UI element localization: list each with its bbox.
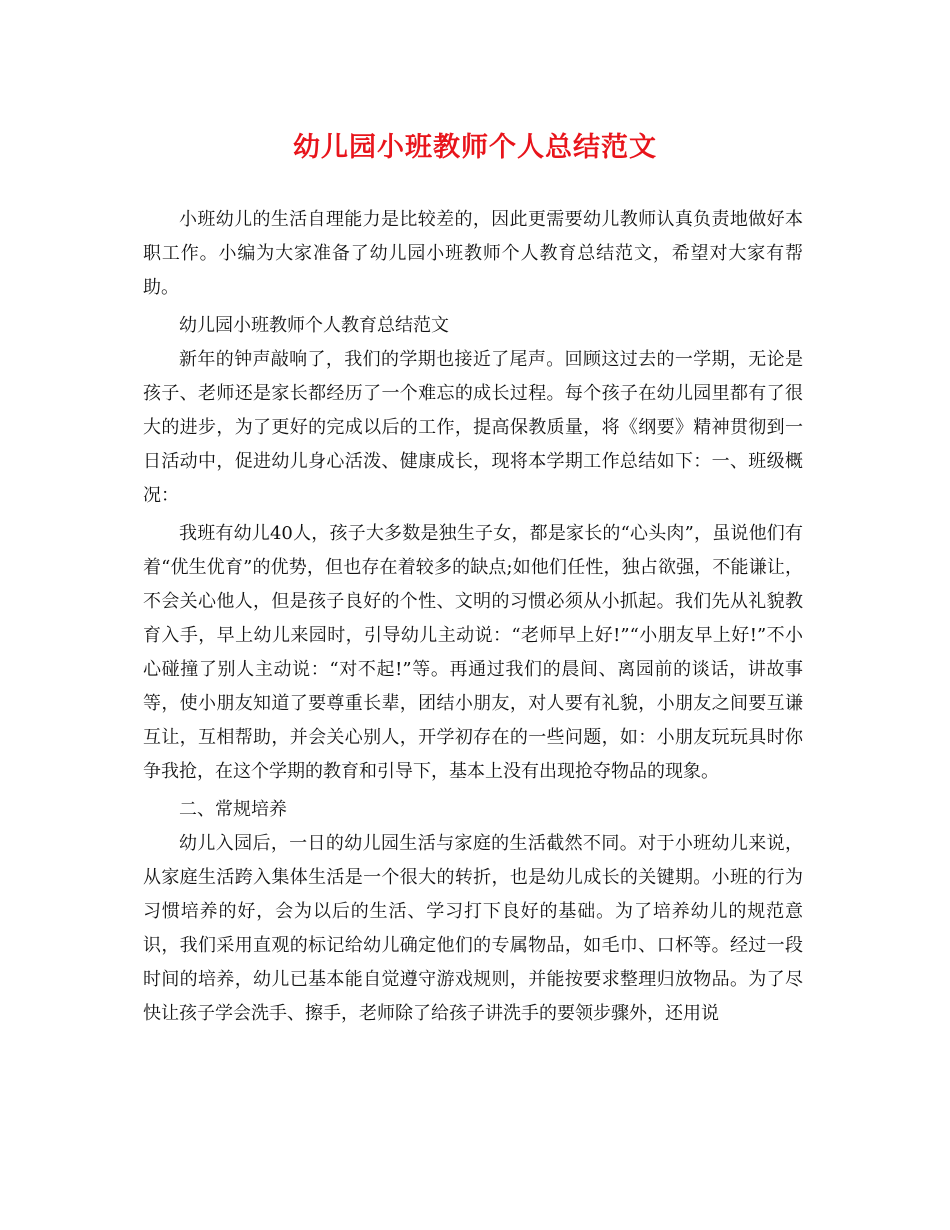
section-heading: 二、常规培养 — [179, 799, 287, 820]
document-title: 幼儿园小班教师个人总结范文 — [293, 132, 657, 163]
body-paragraph-3: 幼儿入园后，一日的幼儿园生活与家庭的生活截然不同。对于小班幼儿来说，从家庭生活跨入集体生活是一个很大的转折，也是幼儿成长的关键期。小班的行为习惯培养的好，会为以后的生活、学习打下良好的基础。为了培养幼儿的规范意识，我们采用直观的标记给幼儿确定他们的专属物品，如毛巾、口杯等。经过一段时间的培养，幼儿已基本能自觉遵守游戏规则，并能按要求整理归放物品。为了尽快让孩子学会洗手、擦手，老师除了给孩子讲洗手的要领步骤外，还用说 — [143, 833, 803, 1024]
intro-paragraph: 小班幼儿的生活自理能力是比较差的，因此更需要幼儿教师认真负责地做好本职工作。小编为大家准备了幼儿园小班教师个人教育总结范文，希望对大家有帮助。 — [143, 209, 803, 298]
document-body — [143, 203, 803, 1031]
subtitle-paragraph: 幼儿园小班教师个人教育总结范文 — [179, 315, 449, 336]
body-paragraph-1: 新年的钟声敲响了，我们的学期也接近了尾声。回顾这过去的一学期，无论是孩子、老师还是家长都经历了一个难忘的成长过程。每个孩子在幼儿园里都有了很大的进步，为了更好的完成以后的工作，提高保教质量，将《纲要》精神贯彻到一日活动中，促进幼儿身心活泼、健康成长，现将本学期工作总结如下：一、班级概况： — [143, 349, 803, 506]
body-paragraph-2: 我班有幼儿40人，孩子大多数是独生子女，都是家长的“心头肉”，虽说他们有着“优生优育”的优势，但也存在着较多的缺点;如他们任性，独占欲强，不能谦让，不会关心他人，但是孩子良好的个性、文明的习惯必须从小抓起。我们先从礼貌教育入手，早上幼儿来园时，引导幼儿主动说：“老师早上好!”“小朋友早上好!”不小心碰撞了别人主动说：“对不起!”等。再通过我们的晨间、离园前的谈话，讲故事等，使小朋友知道了要尊重长辈，团结小朋友，对人要有礼貌，小朋友之间要互谦互让，互相帮助，并会关心别人，开学初存在的一些问题，如：小朋友玩玩具时你争我抢，在这个学期的教育和引导下，基本上没有出现抢夺物品的现象。 — [143, 523, 803, 782]
